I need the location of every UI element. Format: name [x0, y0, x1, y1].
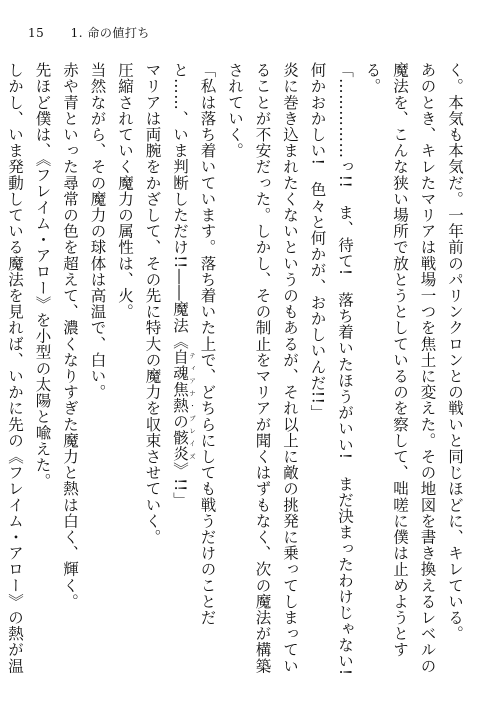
paragraph: く。本気も本気だ。一年前のパリンクロンとの戦いと同じほどに、キレている。: [446, 62, 464, 642]
chapter-title: 1. 命の値打ち: [70, 26, 150, 40]
paragraph: しかし、いま発動している魔法を見れば、いかに先の《フレイム・アロー》の熱が温: [6, 62, 24, 674]
paragraph: マリアは両腕をかざして、その先に特大の魔力を収束させていく。: [143, 62, 162, 545]
page-number: 15: [28, 26, 45, 40]
paragraph: 先ほど僕は、《フレイム・アロー》を小型の太陽と喩えた。: [33, 62, 52, 489]
paragraph: 炎に巻き込まれたくないというのもあるが、それ以上に敵の挑発に乗ってしまっていることが不安だった。しかし、その制止をマリアが聞くはずもなく、次の魔法が構築されていく。: [226, 62, 299, 674]
paragraph: 圧縮されていく魔力の属性は、火。: [116, 62, 134, 320]
paragraph: 「……………っ!! ま、待て! 落ち着いたほうがいい! まだ決まったわけじゃない! 何かおかしい! 色々と何かが、おかしいんだ!!」: [308, 62, 354, 692]
running-header: [28, 24, 150, 41]
spell-name-ruby: 自魂焦熱の骸炎 ティアナ・ブレイズ: [171, 349, 196, 463]
paragraph: 赤や青といった尋常の色を超えて、濃くなりすぎた魔力と熱は白く、輝く。: [61, 62, 79, 610]
ruby-reading: ティアナ・ブレイズ: [188, 349, 196, 463]
vertical-text-body: [6, 62, 468, 692]
paragraph: あのとき、キレたマリアは戦場一つを焦土に変えた。その地図を書き換えるレベルの魔法を、こんな狭い場所で放とうとしているのを察して、咄嗟に僕は止めようとする。: [363, 62, 437, 674]
paragraph: 当然ながら、その魔力の球体は高温で、白い。: [88, 62, 107, 401]
paragraph-with-spell: [166, 62, 221, 687]
spell-text: 「私は落ち着いています。落ち着いた上で、どちらにしても戦うだけのことだと……、いま判断しただけ!!――魔法《自魂焦熱の骸炎 ティアナ・ブレイズ》!!」: [171, 62, 217, 626]
